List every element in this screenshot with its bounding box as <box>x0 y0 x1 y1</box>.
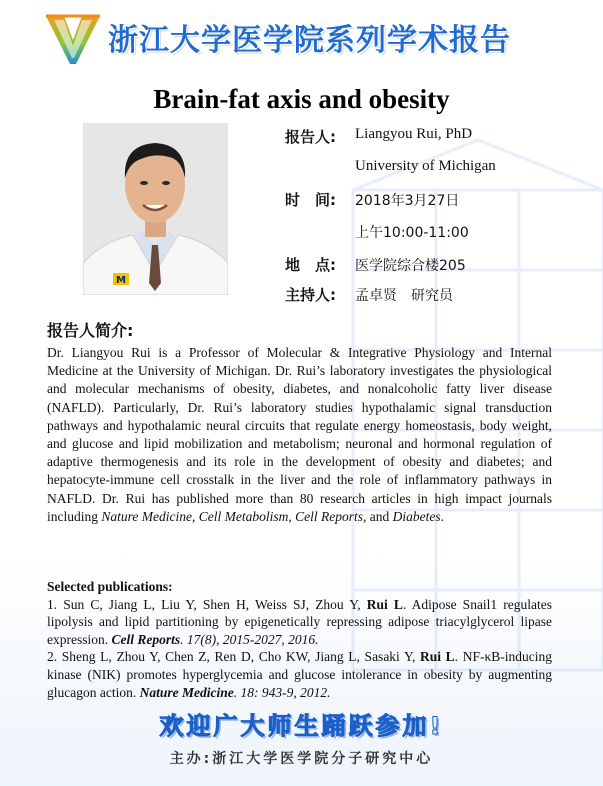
publication-citation: . 18: 943-9, 2012. <box>233 684 331 700</box>
publication-authors: 1. Sun C, Jiang L, Liu Y, Shen H, Weiss SJ, Zhou Y, <box>47 596 367 612</box>
welcome-banner: 欢迎广大师生踊跃参加! <box>159 712 444 740</box>
zju-medicine-logo-icon <box>44 10 102 68</box>
bio-heading: 报告人简介: <box>47 321 134 340</box>
header-title: 浙江大学医学院系列学术报告 <box>108 23 511 58</box>
talk-date: 2018年3月27日 <box>355 193 460 209</box>
speaker-bio <box>47 344 552 526</box>
journal-name: Cell Reports <box>295 508 363 524</box>
journal-name: Diabetes <box>392 508 441 524</box>
publication-item <box>47 648 552 701</box>
svg-text:M: M <box>116 275 126 286</box>
speaker-photo <box>83 123 228 295</box>
speaker-affiliation: University of Michigan <box>355 158 496 174</box>
publication-title: . NF-κB-inducing kinase (NIK) promotes hyperglycemia and glucose intolerance in obesity by augmenting glucagon action. <box>47 649 552 700</box>
speaker-label: 报告人: <box>285 128 336 146</box>
bio-separator: , <box>191 508 199 524</box>
host-label: 主持人: <box>285 286 336 304</box>
organizer-line: 主办:浙江大学医学院分子研究中心 <box>169 751 434 767</box>
bio-end: . <box>440 508 444 524</box>
speaker-portrait-icon <box>83 123 228 295</box>
bio-separator: , and <box>362 508 393 524</box>
talk-place: 医学院综合楼205 <box>355 258 466 274</box>
publication-authors: 2. Sheng L, Zhou Y, Chen Z, Ren D, Cho KW, Jiang L, Sasaki Y, <box>47 649 420 665</box>
bio-text: Dr. Liangyou Rui is a Professor of Molecular & Integrative Physiology and Internal Medicine at the University of Michigan. Dr. Rui’s laboratory investigates the physiological and molecular mechanisms of obesity, diabetes, and nonalcoholic fatty liver disease (NAFLD). Particularly, Dr. Rui’s laboratory studies hypothalamic signal transduction pathways and hypothalamic neural circuits that regulate energy homeostasis, body weight, and glucose and lipid mobilization and metabolism; neuronal and hormonal regulation of adaptive thermogenesis and its role in the development of obesity and diabetes; and hepatocyte-immune cell crosstalk in the liver and the role of inflammatory pathways in NAFLD. Dr. Rui has published more than 80 research articles in high impact journals including <box>47 345 552 524</box>
publication-item <box>47 596 552 649</box>
publication-citation: . 17(8), 2015-2027, 2016. <box>180 631 319 647</box>
talk-host: 孟卓贤 研究员 <box>355 288 453 304</box>
publications <box>47 578 552 701</box>
speaker-name: Liangyou Rui, PhD <box>355 126 473 142</box>
publication-journal: Cell Reports <box>111 631 181 647</box>
publications-heading: Selected publications: <box>47 579 173 594</box>
place-label: 地 点: <box>285 256 336 274</box>
time-label: 时 间: <box>285 191 336 209</box>
journal-name: Cell Metabolism <box>198 508 289 524</box>
publication-title: . Adipose Snail1 regulates lipolysis and lipid partitioning by epigenetically repressing adipose triacylglycerol lipase expression. <box>47 596 553 647</box>
publication-highlight-author: Rui L <box>420 649 455 665</box>
bio-separator: , <box>288 508 296 524</box>
talk-title: Brain-fat axis and obesity <box>153 84 450 114</box>
publication-journal: Nature Medicine <box>139 684 234 700</box>
publication-highlight-author: Rui L <box>366 596 403 612</box>
talk-time: 上午10:00-11:00 <box>355 225 469 241</box>
journal-name: Nature Medicine <box>101 508 192 524</box>
